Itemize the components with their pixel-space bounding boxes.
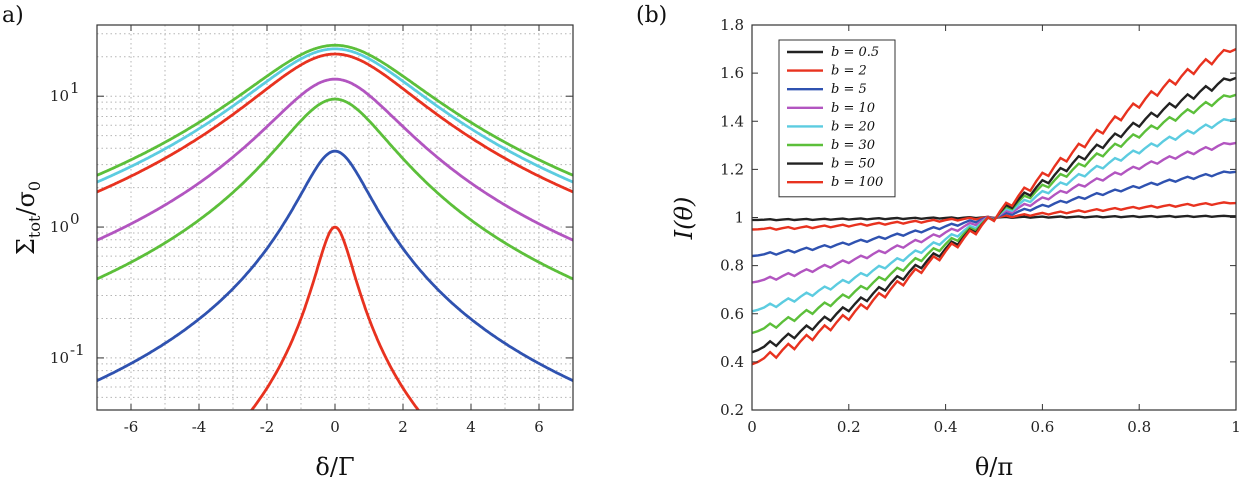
- panel-b-label: (b): [636, 3, 668, 28]
- chart-b-legend-label: b = 5: [831, 82, 867, 98]
- chart-b-ylabel: I(θ): [670, 196, 698, 240]
- chart-b-xtick-label: 1: [1231, 418, 1241, 436]
- chart-b-xlabel: θ/π: [974, 453, 1014, 481]
- chart-b-ytick-label: 1.4: [720, 112, 744, 131]
- chart-b-legend-label: b = 2: [831, 63, 867, 79]
- chart-b-ytick-label: 1.8: [720, 16, 744, 34]
- chart-b-legend-label: b = 100: [831, 175, 884, 191]
- chart-a-xtick-label: -4: [191, 418, 207, 436]
- chart-a-ytick-label: 10: [49, 87, 69, 106]
- chart-a-xtick-label: 6: [534, 418, 544, 436]
- chart-a-grid: [97, 25, 573, 410]
- chart-b-legend-label: b = 10: [831, 100, 876, 116]
- chart-a-ytick-label: 10: [49, 348, 69, 367]
- chart-b-ytick-label: 0.6: [720, 304, 744, 323]
- chart-b-legend-label: b = 20: [831, 119, 876, 135]
- chart-b-xtick-label: 0.6: [1030, 418, 1055, 436]
- chart-b-legend-label: b = 0.5: [831, 45, 880, 60]
- chart-b-legend: [779, 40, 895, 197]
- chart-b-xtick-label: 0: [747, 418, 757, 436]
- chart-b-xtick-label: 0.8: [1127, 418, 1152, 436]
- chart-a-series-2: [97, 99, 573, 279]
- chart-a-xtick-label: 0: [330, 418, 340, 436]
- chart-b-ytick-label: 1: [734, 208, 744, 227]
- chart-b-ytick-label: 1.6: [720, 64, 744, 83]
- chart-a: [12, 25, 573, 481]
- chart-a-series-3: [97, 79, 573, 240]
- chart-a-ytick-exp: 1: [70, 79, 80, 98]
- chart-b-xtick-label: 0.4: [933, 418, 958, 436]
- chart-a-ytick-exp: -1: [70, 340, 85, 359]
- chart-a-ytick-exp: 0: [70, 210, 80, 229]
- chart-a-ytick-label: 10: [49, 218, 69, 237]
- chart-a-xlabel: δ/Γ: [315, 453, 355, 481]
- chart-b-ytick-label: 0.4: [720, 352, 744, 371]
- chart-a-xtick-label: -2: [259, 418, 275, 436]
- chart-b-ytick-label: 0.2: [720, 401, 744, 419]
- chart-b-ytick-label: 0.8: [720, 256, 744, 275]
- chart-b: [670, 16, 1241, 481]
- chart-a-frame: [97, 25, 573, 410]
- panel-a-label: a): [2, 3, 24, 28]
- chart-a-xtick-label: 4: [466, 418, 476, 436]
- chart-a-series-1: [97, 151, 573, 381]
- chart-b-legend-label: b = 30: [831, 138, 876, 153]
- chart-b-legend-label: b = 50: [831, 156, 876, 172]
- chart-a-series-group: [97, 45, 573, 415]
- chart-a-ylabel: $\Sigma_{tot}/\sigma_0$: [12, 180, 44, 256]
- chart-a-xtick-label: 2: [398, 418, 408, 436]
- chart-b-ytick-label: 1.2: [720, 160, 744, 179]
- chart-b-xtick-label: 0.2: [836, 418, 861, 436]
- chart-a-xtick-label: -6: [123, 418, 139, 436]
